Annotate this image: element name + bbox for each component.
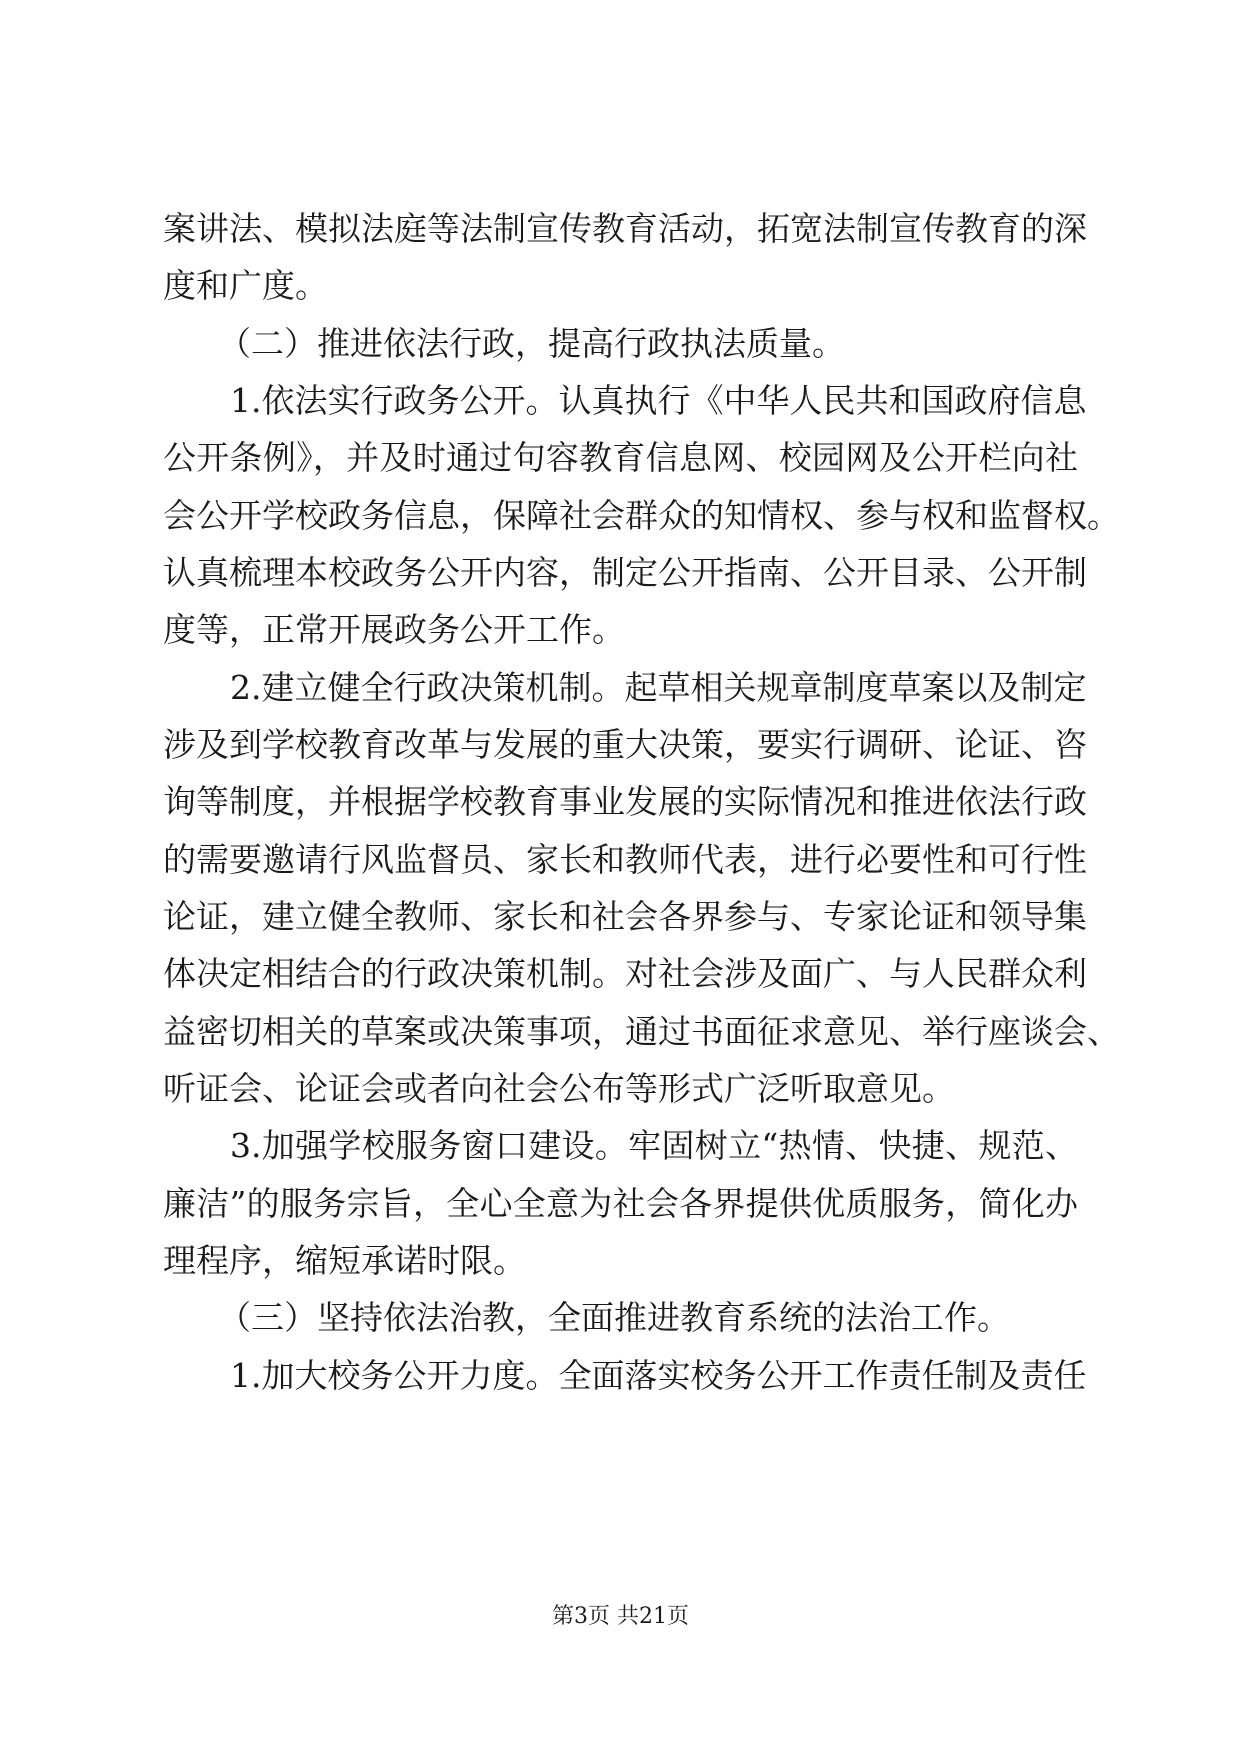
section-heading: （二）推进依法行政，提高行政执法质量。 xyxy=(218,324,845,363)
paragraph-line: 3.加强学校服务窗口建设。牢固树立“热情、快捷、规范、 xyxy=(230,1126,1078,1165)
paragraph-line: 案讲法、模拟法庭等法制宣传教育活动，拓宽法制宣传教育的深 xyxy=(163,209,1087,248)
paragraph-line: 廉洁”的服务宗旨，全心全意为社会各界提供优质服务，简化办 xyxy=(163,1184,1078,1223)
paragraph-line: 询等制度，并根据学校教育事业发展的实际情况和推进依法行政 xyxy=(163,782,1087,821)
paragraph-line: 2.建立健全行政决策机制。起草相关规章制度草案以及制定 xyxy=(230,668,1087,707)
paragraph-line: 理程序，缩短承诺时限。 xyxy=(163,1241,526,1280)
paragraph-line: 公开条例》，并及时通过句容教育信息网、校园网及公开栏向社 xyxy=(163,438,1078,477)
paragraph-line: 度等，正常开展政务公开工作。 xyxy=(163,610,625,649)
paragraph-line: 1.依法实行政务公开。认真执行《中华人民共和国政府信息 xyxy=(230,381,1087,420)
paragraph-line: 的需要邀请行风监督员、家长和教师代表，进行必要性和可行性 xyxy=(163,840,1087,879)
paragraph-line: 度和广度。 xyxy=(163,266,328,305)
paragraph-line: 涉及到学校教育改革与发展的重大决策，要实行调研、论证、咨 xyxy=(163,725,1087,764)
paragraph-line: 论证，建立健全教师、家长和社会各界参与、专家论证和领导集 xyxy=(163,897,1087,936)
paragraph-line: 会公开学校政务信息，保障社会群众的知情权、参与权和监督权。 xyxy=(163,496,1120,535)
paragraph-line: 听证会、论证会或者向社会公布等形式广泛听取意见。 xyxy=(163,1069,955,1108)
section-heading: （三）坚持依法治教，全面推进教育系统的法治工作。 xyxy=(218,1298,1010,1337)
paragraph-line: 1.加大校务公开力度。全面落实校务公开工作责任制及责任 xyxy=(230,1356,1087,1395)
paragraph-line: 认真梳理本校政务公开内容，制定公开指南、公开目录、公开制 xyxy=(163,553,1087,592)
paragraph-line: 益密切相关的草案或决策事项，通过书面征求意见、举行座谈会、 xyxy=(163,1012,1120,1051)
paragraph-line: 体决定相结合的行政决策机制。对社会涉及面广、与人民群众利 xyxy=(163,954,1087,993)
page-number-footer: 第3页 共21页 xyxy=(552,1604,689,1629)
